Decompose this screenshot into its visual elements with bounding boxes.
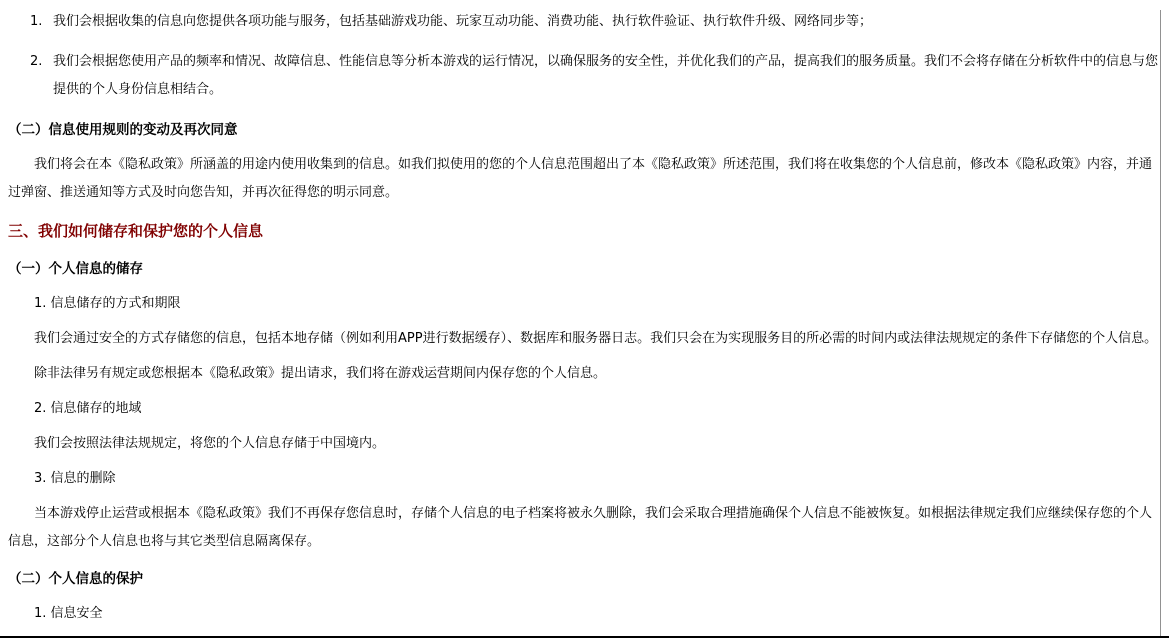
sub-item-title-storage-region: 2. 信息储存的地域 (34, 401, 142, 416)
paragraph-rules-change: 我们将会在本《隐私政策》所涵盖的用途内使用收集到的信息。如我们拟使用的您的个人信息范围超出了本《隐私政策》所述范围，我们将在收集您的个人信息前，修改本《隐私政策》内容，并通过弹窗、推送通知等方式及时向您告知，并再次征得您的明示同意。 (8, 157, 1153, 200)
sub-item-title-info-deletion: 3. 信息的删除 (34, 471, 116, 486)
list-item-text: 我们会根据收集的信息向您提供各项功能与服务，包括基础游戏功能、玩家互动功能、消费功能、执行软件验证、执行软件升级、网络同步等； (53, 14, 873, 29)
paragraph-storage-region: 我们会按照法律法规规定，将您的个人信息存储于中国境内。 (34, 436, 386, 451)
section-heading-personal-info-storage: （一）个人信息的储存 (8, 261, 143, 277)
section-heading-personal-info-protection: （二）个人信息的保护 (8, 571, 143, 587)
content-right-border (1160, 10, 1161, 636)
list-item (8, 48, 1159, 104)
list-item (8, 8, 1159, 36)
paragraph-storage-method: 我们会通过安全的方式存储您的信息，包括本地存储（例如利用APP进行数据缓存）、数据库和服务器日志。我们只会在为实现服务目的所必需的时间内或法律法规规定的条件下存储您的个人信息。 (34, 331, 1158, 346)
paragraph-storage-period: 除非法律另有规定或您根据本《隐私政策》提出请求，我们将在游戏运营期间内保存您的个人信息。 (34, 366, 607, 381)
list-item-text: 我们会根据您使用产品的频率和情况、故障信息、性能信息等分析本游戏的运行情况，以确保服务的安全性，并优化我们的产品，提高我们的服务质量。我们不会将存储在分析软件中的信息与您提供的个人身份信息相结合。 (53, 54, 1159, 97)
sub-item-title-info-security: 1. 信息安全 (34, 606, 103, 621)
section-heading-rules-change: （二）信息使用规则的变动及再次同意 (8, 122, 238, 138)
list-item-number: 2. (30, 54, 43, 69)
paragraph-info-deletion: 当本游戏停止运营或根据本《隐私政策》我们不再保存您信息时，存储个人信息的电子档案将被永久删除，我们会采取合理措施确保个人信息不能被恢复。如根据法律规定我们应继续保存您的个人信息，这部分个人信息也将与其它类型信息隔离保存。 (8, 506, 1153, 549)
sub-item-title-storage-method: 1. 信息储存的方式和期限 (34, 296, 181, 311)
chapter-heading-storage-protection: 三、我们如何储存和保护您的个人信息 (8, 222, 264, 240)
list-item-number: 1. (30, 14, 43, 29)
